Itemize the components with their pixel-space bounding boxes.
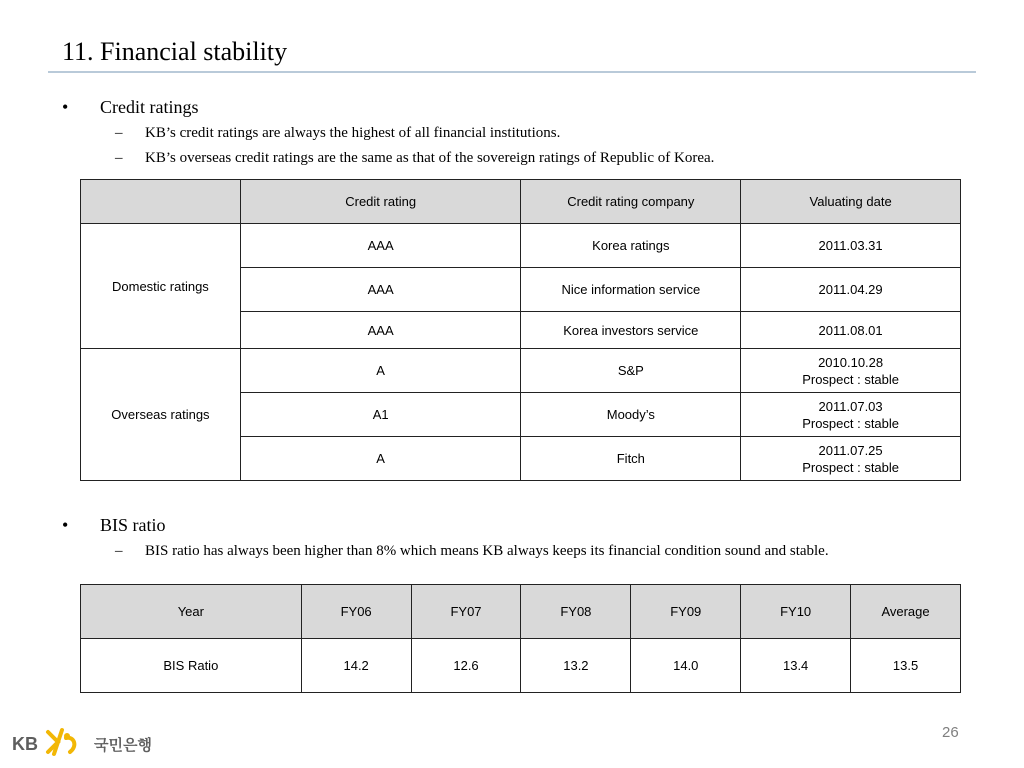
date-value: 2010.10.28 [818,354,884,370]
rating-cell: A1 [240,393,521,437]
dash: – [115,150,123,166]
group-label: Domestic ratings [81,224,241,349]
dash: – [115,125,123,141]
rating-cell: A [240,349,521,393]
table-row [81,639,961,693]
bullet-text: BIS ratio [100,515,166,535]
kb-star-icon [48,730,74,754]
header-cell: Credit rating company [521,180,741,224]
date-value: 2011.07.25 [818,442,883,458]
date-cell: 2011.04.29 [741,268,961,312]
table-header-row [81,180,961,224]
prospect-value: Prospect : stable [802,415,900,431]
header-cell: FY09 [631,585,741,639]
group-label: Overseas ratings [81,349,241,481]
bullet-dot: • [62,97,69,117]
page-number: 26 [942,724,959,741]
header-cell: FY10 [741,585,851,639]
dash: – [115,543,123,559]
date-cell [741,349,961,393]
logo-korean-text: 국민은행 [94,736,152,754]
company-cell: Fitch [521,437,741,481]
company-cell: Nice information service [521,268,741,312]
date-cell: 2011.08.01 [741,312,961,349]
sub-bullet-text: KB’s credit ratings are always the highest of all financial institutions. [145,125,561,141]
table-header-row [81,585,961,639]
rating-cell: AAA [240,224,521,268]
rating-cell: A [240,437,521,481]
header-cell [81,180,241,224]
table-row [81,349,961,393]
value-cell: 13.2 [521,639,631,693]
value-cell: 14.0 [631,639,741,693]
date-value: 2011.07.03 [818,398,883,414]
company-cell: Korea ratings [521,224,741,268]
value-cell: 13.5 [851,639,961,693]
prospect-value: Prospect : stable [802,371,900,387]
credit-ratings-table [80,179,961,481]
logo-kb-text: KB [12,734,38,754]
title-divider [48,71,976,73]
rating-cell: AAA [240,312,521,349]
sub-bullet-text: BIS ratio has always been higher than 8% which means KB always keeps its financial condition sound and stable. [145,543,829,559]
header-cell: Average [851,585,961,639]
page-title: 11. Financial stability [62,37,288,66]
header-cell: FY07 [411,585,521,639]
table-row [81,224,961,268]
date-cell: 2011.03.31 [741,224,961,268]
bullet-text: Credit ratings [100,97,199,117]
kb-logo [12,724,162,760]
sub-bullet-text: KB’s overseas credit ratings are the same as that of the sovereign ratings of Republic of Korea. [145,150,715,166]
bullet-dot: • [62,515,69,535]
date-cell [741,393,961,437]
value-cell: 12.6 [411,639,521,693]
value-cell: 14.2 [301,639,411,693]
header-cell: FY06 [301,585,411,639]
bis-ratio-table [80,584,961,693]
value-cell: 13.4 [741,639,851,693]
header-cell: Year [81,585,302,639]
rating-cell: AAA [240,268,521,312]
header-cell: Credit rating [240,180,521,224]
prospect-value: Prospect : stable [802,459,900,475]
header-cell: Valuating date [741,180,961,224]
date-cell [741,437,961,481]
company-cell: S&P [521,349,741,393]
company-cell: Moody’s [521,393,741,437]
row-label: BIS Ratio [81,639,302,693]
header-cell: FY08 [521,585,631,639]
company-cell: Korea investors service [521,312,741,349]
